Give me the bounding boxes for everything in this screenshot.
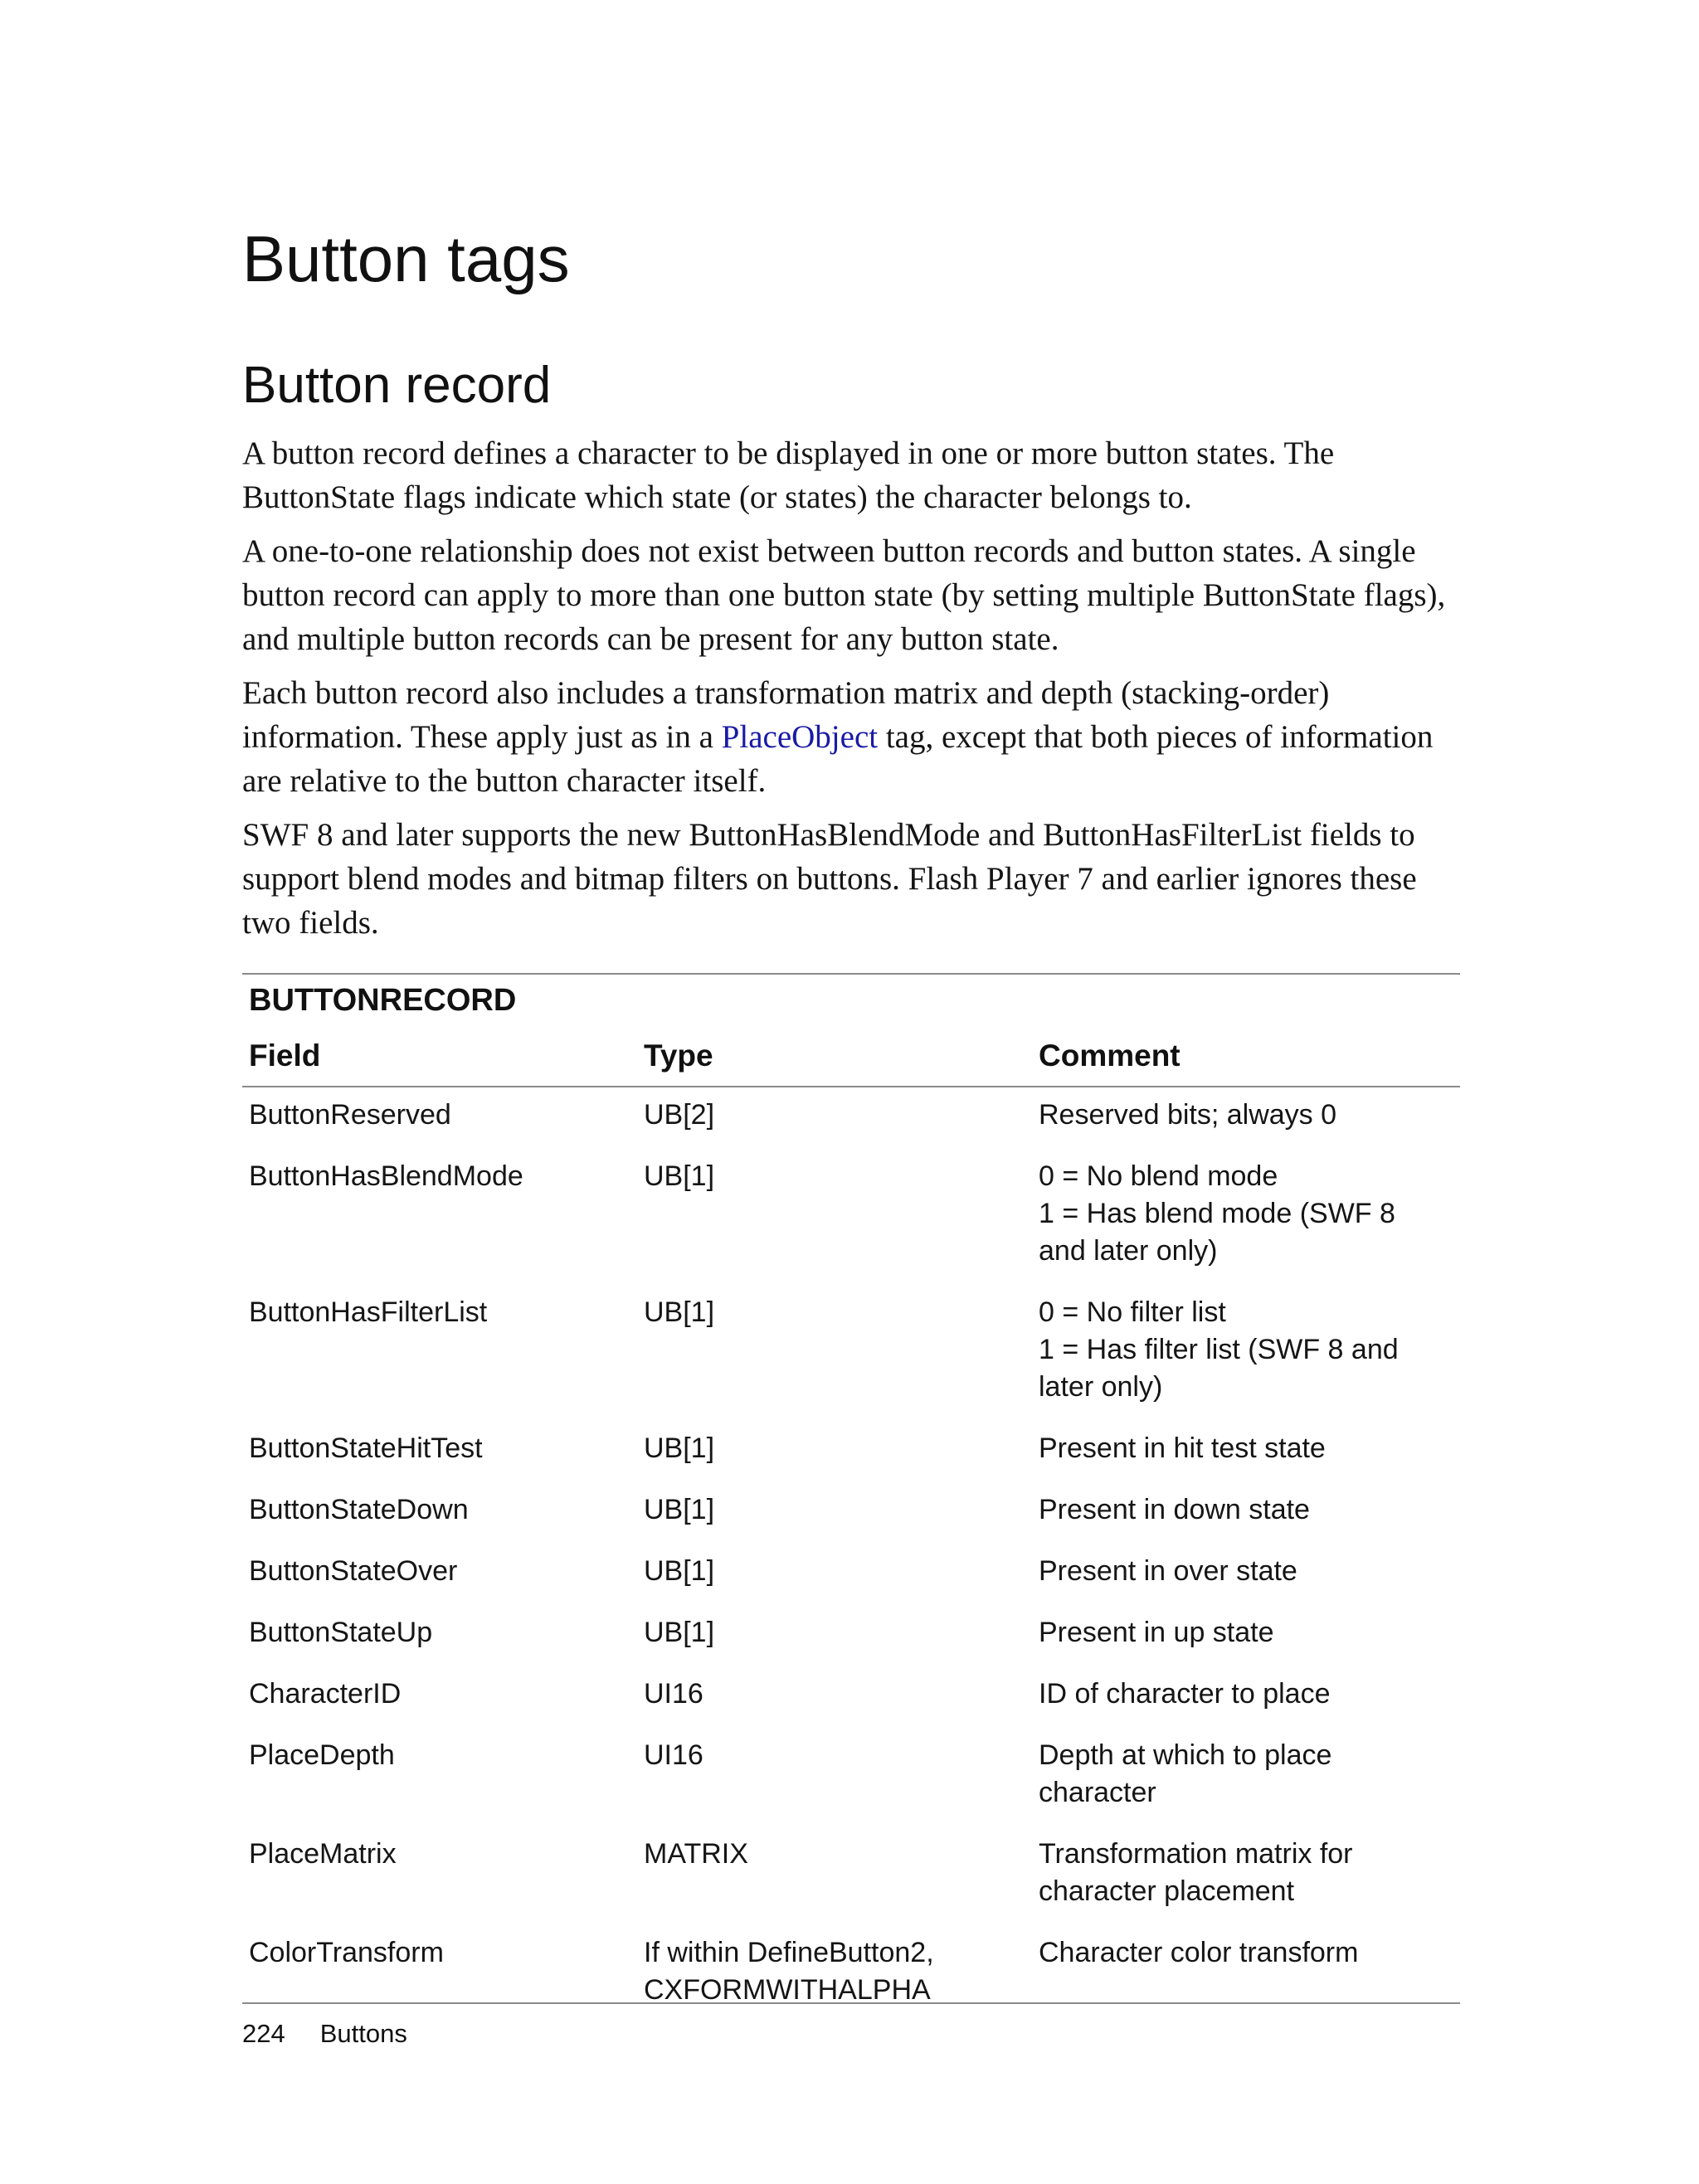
table-row [242, 1150, 1460, 1287]
cell-type [637, 1607, 1032, 1668]
table-header-row [242, 1021, 1460, 1087]
cell-type-line: UB[1] [644, 1296, 715, 1328]
cell-comment-line: character placement [1039, 1875, 1295, 1907]
cell-comment [1032, 1927, 1460, 2026]
cell-field: ButtonHasFilterList [249, 1296, 488, 1328]
placeobject-link[interactable]: PlaceObject [721, 719, 879, 755]
cell-type-line: UB[1] [644, 1555, 715, 1587]
cell-type-line: UB[1] [644, 1494, 715, 1525]
cell-type-line: UB[1] [644, 1432, 715, 1464]
cell-comment [1032, 1828, 1460, 1927]
cell-type [637, 1087, 1032, 1150]
cell-comment-line: ID of character to place [1039, 1678, 1331, 1710]
paragraph-3-text-b: tag, except that both pieces of information are relative to the button character itself. [242, 719, 1434, 799]
cell-comment-line: Present in up state [1039, 1617, 1274, 1648]
cell-type [637, 1729, 1032, 1828]
cell-type [637, 1545, 1032, 1607]
buttonrecord-table-block [242, 973, 1460, 2026]
cell-comment-line: Present in over state [1039, 1555, 1297, 1587]
cell-type-line: MATRIX [644, 1838, 748, 1870]
paragraph-1: A button record defines a character to be displayed in one or more button states. The ButtonState flags indicate which state (or states) the character belongs to. [242, 435, 1335, 515]
cell-comment [1032, 1729, 1460, 1828]
page-footer [242, 2017, 407, 2050]
cell-comment [1032, 1423, 1460, 1484]
cell-type [637, 1828, 1032, 1927]
cell-comment-line: 0 = No blend mode [1039, 1160, 1278, 1192]
table-row [242, 1087, 1460, 1150]
cell-type-line: UI16 [644, 1678, 703, 1710]
table-row [242, 1828, 1460, 1927]
cell-field: ButtonReserved [249, 1099, 451, 1131]
page-number: 224 [242, 2019, 285, 2048]
cell-field: CharacterID [249, 1678, 402, 1710]
chapter-title: Button tags [242, 222, 570, 295]
cell-comment-line: Transformation matrix for [1039, 1838, 1353, 1870]
cell-type-line: UB[1] [644, 1160, 715, 1192]
cell-comment-line: 0 = No filter list [1039, 1296, 1226, 1328]
cell-comment-line: character [1039, 1777, 1156, 1808]
table-caption: BUTTONRECORD [249, 983, 517, 1018]
cell-comment-line: Character color transform [1039, 1937, 1359, 1968]
cell-comment [1032, 1150, 1460, 1287]
cell-field: ColorTransform [249, 1937, 444, 1968]
cell-comment [1032, 1607, 1460, 1668]
cell-field: PlaceMatrix [249, 1838, 397, 1870]
cell-type [637, 1927, 1032, 2026]
header-field: Field [242, 1021, 637, 1087]
cell-field: ButtonStateHitTest [249, 1432, 483, 1464]
table-row [242, 1668, 1460, 1729]
cell-comment-line: later only) [1039, 1371, 1163, 1403]
cell-type-line: UI16 [644, 1739, 703, 1771]
header-type: Type [637, 1021, 1032, 1087]
table-row [242, 1423, 1460, 1484]
cell-type [637, 1423, 1032, 1484]
table-row [242, 1545, 1460, 1607]
header-comment: Comment [1032, 1021, 1460, 1087]
cell-field: ButtonStateUp [249, 1617, 433, 1648]
cell-comment [1032, 1668, 1460, 1729]
paragraph-4: SWF 8 and later supports the new ButtonHasBlendMode and ButtonHasFilterList fields to support blend modes and bitmap filters on buttons. Flash Player 7 and earlier ignores these two fields. [242, 817, 1417, 941]
cell-type [637, 1287, 1032, 1423]
cell-comment [1032, 1287, 1460, 1423]
cell-field: PlaceDepth [249, 1739, 395, 1771]
cell-type [637, 1150, 1032, 1287]
cell-comment-line: 1 = Has filter list (SWF 8 and [1039, 1334, 1399, 1365]
cell-comment-line: Present in down state [1039, 1494, 1310, 1525]
cell-type-line: If within DefineButton2, [644, 1937, 934, 1968]
cell-comment [1032, 1484, 1460, 1545]
table-row [242, 1927, 1460, 2026]
cell-comment-line: 1 = Has blend mode (SWF 8 [1039, 1198, 1395, 1229]
table-row [242, 1607, 1460, 1668]
cell-comment [1032, 1545, 1460, 1607]
cell-type-line: UB[2] [644, 1099, 715, 1131]
footer-rule [242, 2002, 1460, 2004]
cell-type [637, 1668, 1032, 1729]
section-title: Button record [242, 357, 552, 414]
body-text [242, 431, 1460, 955]
cell-field: ButtonStateOver [249, 1555, 458, 1587]
cell-type [637, 1484, 1032, 1545]
paragraph-3-text-a: Each button record also includes a transformation matrix and depth (stacking-order) information. These apply just as in a [242, 675, 1330, 755]
cell-type-line: CXFORMWITHALPHA [644, 1974, 931, 2006]
cell-field: ButtonHasBlendMode [249, 1160, 523, 1192]
table-body [242, 1087, 1460, 2026]
cell-comment-line: Depth at which to place [1039, 1739, 1332, 1771]
cell-comment [1032, 1087, 1460, 1150]
table-row [242, 1729, 1460, 1828]
cell-type-line: UB[1] [644, 1617, 715, 1648]
cell-comment-line: and later only) [1039, 1235, 1218, 1267]
table-row [242, 1287, 1460, 1423]
cell-comment-line: Present in hit test state [1039, 1432, 1326, 1464]
footer-chapter-name: Buttons [319, 2019, 407, 2048]
buttonrecord-table [242, 1021, 1460, 2026]
table-row [242, 1484, 1460, 1545]
paragraph-2: A one-to-one relationship does not exist between button records and button states. A single button record can apply to more than one button state (by setting multiple ButtonState flags), and multiple button records can be present for any button state. [242, 533, 1446, 657]
paragraph-3 [242, 671, 1460, 803]
cell-comment-line: Reserved bits; always 0 [1039, 1099, 1337, 1131]
cell-field: ButtonStateDown [249, 1494, 469, 1525]
